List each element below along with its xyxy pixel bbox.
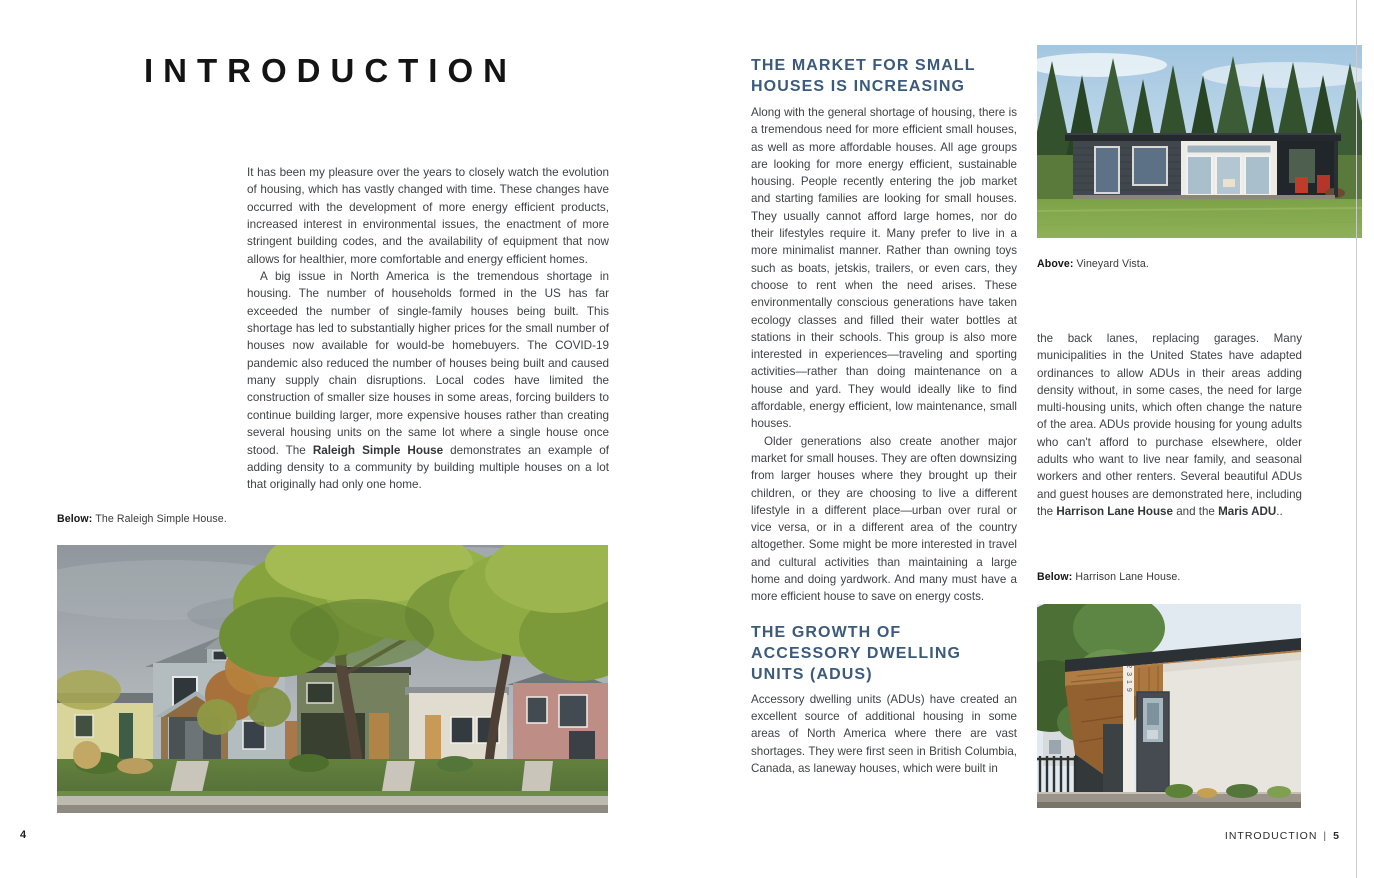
caption-vineyard (1037, 258, 1149, 270)
page-edge-line (1356, 0, 1357, 878)
left-body-text (247, 164, 609, 494)
caption-text: Vineyard Vista. (1076, 258, 1149, 270)
body-paragraph: Accessory dwelling units (ADUs) have created an excellent source of additional housing in some areas of North America where there are vast shortages. They were first seen in British Columbia, Canada, as laneway houses, which were built in (751, 692, 1017, 775)
page-title: INTRODUCTION (144, 52, 517, 89)
right-column-1 (751, 55, 1017, 777)
caption-label: Below: (1037, 571, 1073, 583)
footer-right (1150, 830, 1340, 842)
caption-text: Harrison Lane House. (1075, 571, 1181, 583)
bold-maris-adu: Maris ADU (1218, 504, 1277, 518)
bold-harrison-lane-house: Harrison Lane House (1056, 504, 1173, 518)
caption-harrison (1037, 571, 1180, 583)
body-paragraph: Along with the general shortage of housing, there is a tremendous need for more efficient small houses, as well as more affordable houses. All age groups are looking for more energy efficient, sustainable housing. People recently entering the job market and starting families are looking for small houses. They usually cannot afford large homes, nor do their lifestyles require it. Many prefer to live in a more minimalist manner. Rather than owning toys such as boats, jetskis, trailers, or even cars, they choose to rent when the need arises. These environmentally conscious generations have taken ecology classes and filled their water bottles at stations in their schools. This group is also more interested in experiences—traveling and sporting activities—rather than doing maintenance on a house and yard. They would ideally like to find affordable, energy efficient, low maintenance, small houses. (751, 106, 1017, 431)
heading-market: THE MARKET FOR SMALL HOUSES IS INCREASING (751, 57, 976, 95)
caption-label: Below: (57, 513, 93, 525)
vineyard-vista-photo (1037, 45, 1362, 238)
right-column-2-text: the back lanes, replacing garages. Many municipalities in the United States have adapted ordinances to allow ADUs in their areas adding density without, in some cases, the need for large multi-housing units, which often change the nature of the area. ADUs provide housing for young adults who can't afford to purchase elsewhere, older adults who want to live near family, and seasonal workers and other renters. Several beautiful ADUs and guest houses are demonstrated here, including the Harrison Lane House and the Maris ADU.. (1037, 332, 1302, 518)
bold-raleigh-simple-house: Raleigh Simple House (312, 443, 444, 457)
body-paragraph: Older generations also create another major market for small houses. They are often downsizing from larger houses where they brought up their children, or they are choosing to live a different lifestyle in a different place—urban over rural or vice versa, or in a different area of the country altogether. Some might be more interested in travel and cultural activities than maintaining a large home and doing yardwork. And many must have a more efficient house to save on energy costs. (751, 434, 1017, 604)
caption-raleigh (57, 513, 227, 525)
harrison-lane-house-photo (1037, 604, 1301, 808)
caption-label: Above: (1037, 258, 1074, 270)
house-number-text: 2319 (1125, 664, 1132, 696)
page-number-left: 4 (20, 829, 27, 841)
raleigh-simple-house-photo (57, 545, 608, 813)
footer-separator: | (1323, 830, 1328, 842)
caption-text: The Raleigh Simple House. (95, 513, 227, 525)
heading-adu: THE GROWTH OF ACCESSORY DWELLING UNITS (ADUS) (751, 623, 962, 683)
body-paragraph: A big issue in North America is the tremendous shortage in housing. The number of households formed in the US has far exceeded the number of single-family houses being built. This shortage has led to substantially higher prices for the small number of houses now available for would-be homebuyers. The COVID-19 pandemic also reduced the number of houses being built and caused many supply chain disruptions. Local codes have limited the construction of smaller size houses in some areas, forcing builders to continue building larger, more expensive houses rather than creating several housing units on the same lot where a single house once stood. The Raleigh Simple House demonstrates an example of adding density to a community by building multiple houses on a lot that originally had only one home. (247, 270, 609, 492)
page-number-right: 5 (1333, 830, 1340, 842)
body-paragraph: It has been my pleasure over the years to closely watch the evolution of housing, which has vastly changed with time. These changes have occurred with the development of more energy efficient products, increased interest in environmental issues, the enactment of more stringent building codes, and the availability of equipment that now allows for healthier, more comfortable and energy efficient homes. (247, 166, 609, 266)
footer-chapter-label: INTRODUCTION (1224, 830, 1318, 842)
